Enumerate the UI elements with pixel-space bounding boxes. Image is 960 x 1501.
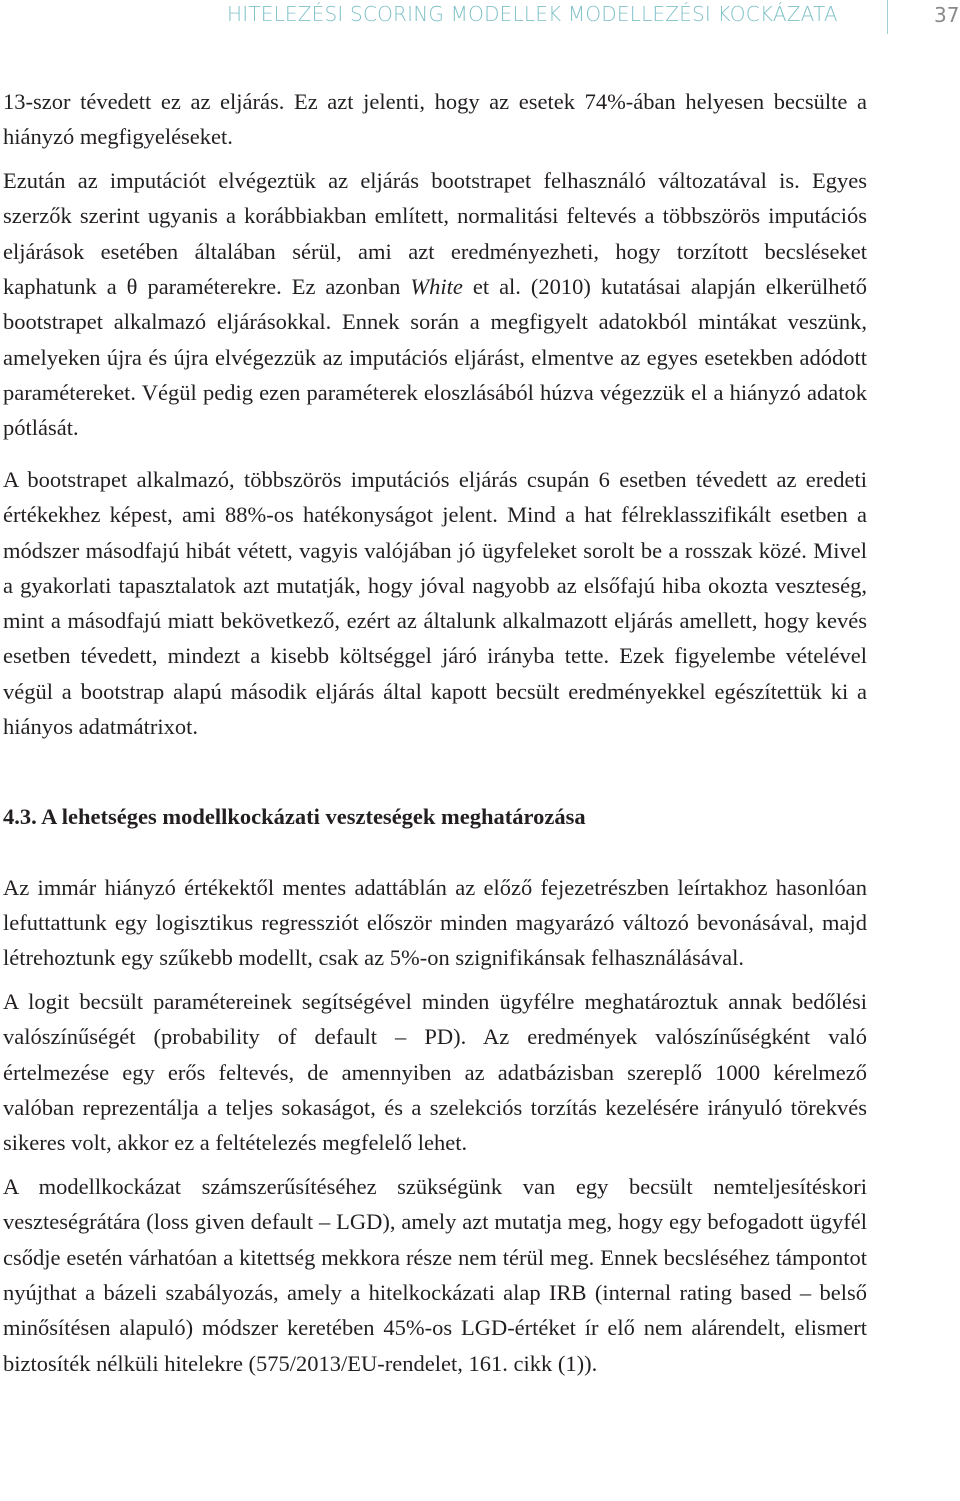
section-title: A lehetséges modellkockázati veszteségek meghatározása xyxy=(41,804,586,830)
header-divider xyxy=(887,0,888,34)
section-number: 4.3. xyxy=(3,804,37,830)
page-body xyxy=(3,84,867,1381)
paragraph-3: A bootstrapet alkalmazó, többszörös imputációs eljárás csupán 6 esetben tévedett az eredeti értékekhez képest, ami 88%-os hatékonyságot jelent. Mind a hat félreklasszifikált esetben a módszer másodfajú hibát vétett, vagyis valójában jó ügyfeleket sorolt be a rosszak közé. Mivel a gyakorlati tapasztalatok azt mutatják, hogy jóval nagyobb az elsőfajú hiba okozta veszteség, mint a másodfajú miatt bekövetkező, ezért az általunk alkalmazott eljárás amellett, hogy kevés esetben tévedett, mindezt a kisebb költséggel járó irányba tette. Ezek figyelembe vételével végül a bootstrap alapú második eljárás által kapott becsült eredményekkel egészítettük ki a hiányos adatmátrixot. xyxy=(3,466,867,740)
paragraph-1: 13-szor tévedett ez az eljárás. Ez azt jelenti, hogy az esetek 74%-ában helyesen becsülte a hiányzó megfigyeléseket. xyxy=(3,89,867,150)
paragraph-6: A modellkockázat számszerűsítéséhez szükségünk van egy becsült nemteljesítéskori veszteségrátára (loss given default – LGD), amely azt mutatja meg, hogy egy befogadott ügyfél csődje esetén várhatóan a kitettség mekkora része nem térül meg. Ennek becsléséhez támpontot nyújthat a bázeli szabályozás, amely a hitelkockázati alap IRB (internal rating based – belső minősítésen alapuló) módszer keretében 45%-os LGD-értéket ír elő nem alárendelt, elismert biztosíték nélküli hitelekre (575/2013/EU-rendelet, 161. cikk (1)). xyxy=(3,1174,867,1376)
paragraph-5: A logit becsült paramétereinek segítségével minden ügyfélre meghatároztuk annak bedőlési valószínűségét (probability of default – PD). Az eredmények valószínűségként való értelmezése egy erős feltevés, de amennyiben az adatbázisban szereplő 1000 kérelmező valóban reprezentálja a teljes sokaságot, és a szelekciós torzítás kezelésére irányuló törekvés sikeres volt, akkor ez a feltételezés megfelelő lehet. xyxy=(3,989,867,1156)
paragraph-4: Az immár hiányzó értékektől mentes adattáblán az előző fejezetrészben leírtakhoz hasonlóan lefuttattunk egy logisztikus regressziót először minden magyarázó változó bevonásával, majd létrehoztunk egy szűkebb modellt, csak az 5%-on szignifikánsak felhasználásával. xyxy=(3,874,867,971)
section-heading xyxy=(3,799,867,834)
running-title: HITELEZÉSI SCORING MODELLEK MODELLEZÉSI KOCKÁZATA xyxy=(227,2,838,26)
author-citation-italic: White xyxy=(410,273,463,299)
paragraph-2 xyxy=(3,163,867,445)
page-header xyxy=(0,0,960,40)
paragraph-2-part-b: et al. (2010) kutatásai alapján elkerülhető bootstrapet alkalmazó eljárásokkal. Ennek során a megfigyelt adatokból mintákat veszünk, amelyeken újra és újra elvégezzük az imputációs eljárást, elmentve az egyes esetekben adódott paramétereket. Végül pedig ezen paraméterek eloszlásából húzva végezzük el a hiányzó adatok pótlását. xyxy=(3,273,867,441)
paragraph-2-part-a: Ezután az imputációt elvégeztük az eljárás bootstrapet felhasználó változatával is. Egyes szerzők szerint ugyanis a korábbiakban említett, normalitási feltevés a többszörös imputációs eljárások esetében általában sérül, ami azt eredményezheti, hogy torzított becsléseket kaphatunk a θ paraméterekre. Ez azonban xyxy=(3,168,867,299)
page-number: 37 xyxy=(934,3,960,27)
